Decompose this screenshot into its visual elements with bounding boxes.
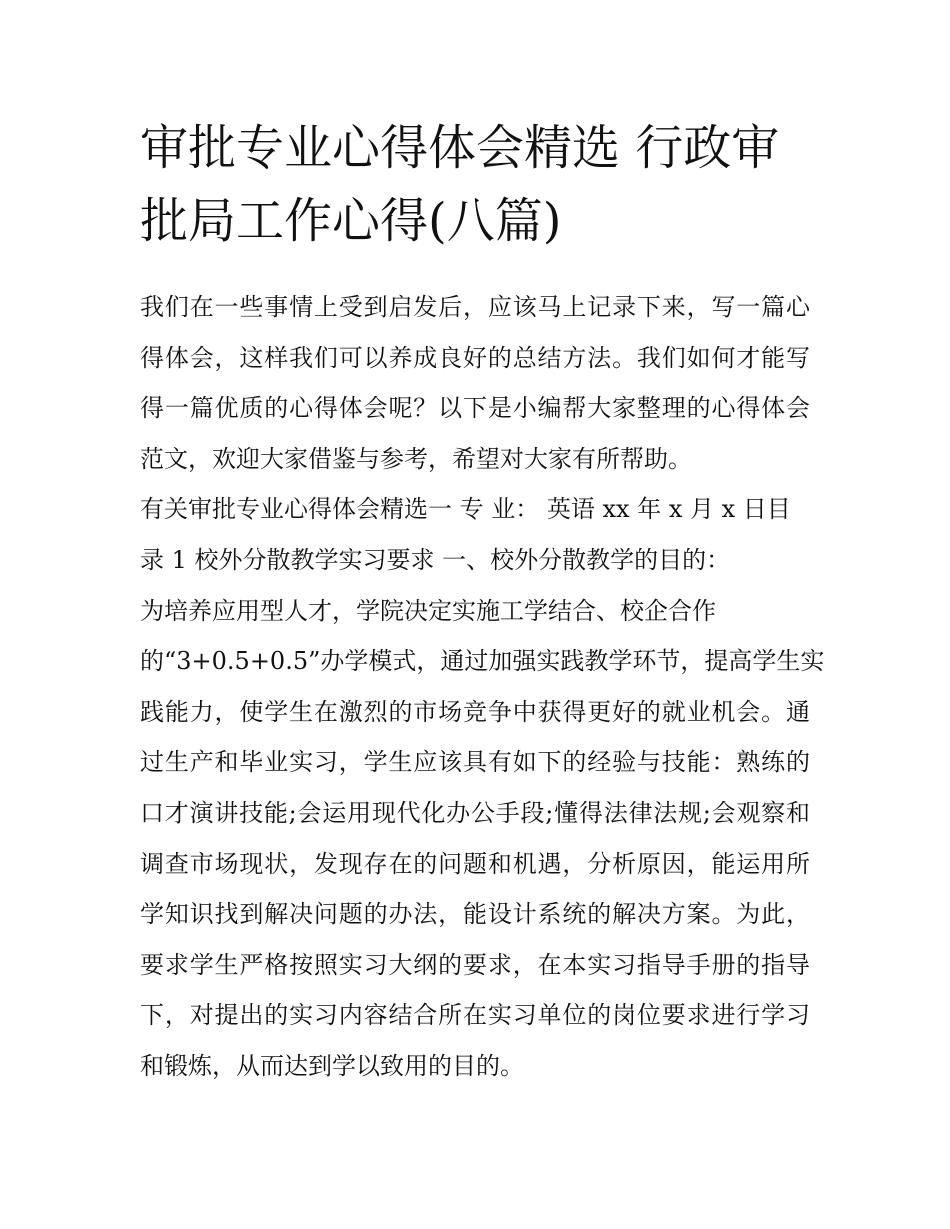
body-line: 过生产和毕业实习，学生应该具有如下的经验与技能：熟练的 <box>140 748 810 777</box>
title-line: 审批专业心得体会精选 行政审 <box>140 120 780 176</box>
body-line: 学知识找到解决问题的办法，能设计系统的解决方案。为此， <box>140 900 810 929</box>
body-line: 调查市场现状，发现存在的问题和机遇，分析原因，能运用所 <box>140 849 810 878</box>
body-line: 为培养应用型人才，学院决定实施工学结合、校企合作 <box>140 596 716 625</box>
body-line: 下，对提出的实习内容结合所在实习单位的岗位要求进行学习 <box>140 1001 810 1030</box>
body-line: 范文，欢迎大家借鉴与参考，希望对大家有所帮助。 <box>140 444 692 473</box>
title-line: 批局工作心得(八篇) <box>140 193 562 249</box>
body-line: 要求学生严格按照实习大纲的要求，在本实习指导手册的指导 <box>140 950 810 979</box>
body-line: 和锻炼，从而达到学以致用的目的。 <box>140 1051 524 1080</box>
page-title <box>140 112 830 258</box>
body-line: 录 1 校外分散教学实习要求 一、校外分散教学的目的： <box>140 545 731 574</box>
body-line: 得一篇优质的心得体会呢？以下是小编帮大家整理的心得体会 <box>140 394 810 423</box>
body-text <box>140 282 830 1092</box>
body-line: 有关审批专业心得体会精选一 专 业： 英语 xx 年 x 月 x 日目 <box>140 495 791 524</box>
body-line: 我们在一些事情上受到启发后，应该马上记录下来，写一篇心 <box>140 293 810 321</box>
body-line: 得体会，这样我们可以养成良好的总结方法。我们如何才能写 <box>140 343 810 372</box>
body-line: 的“3+0.5+0.5”办学模式，通过加强实践教学环节，提高学生实 <box>140 647 825 676</box>
body-line: 口才演讲技能;会运用现代化办公手段;懂得法律法规;会观察和 <box>140 798 810 827</box>
body-line: 践能力，使学生在激烈的市场竞争中获得更好的就业机会。通 <box>140 697 810 726</box>
